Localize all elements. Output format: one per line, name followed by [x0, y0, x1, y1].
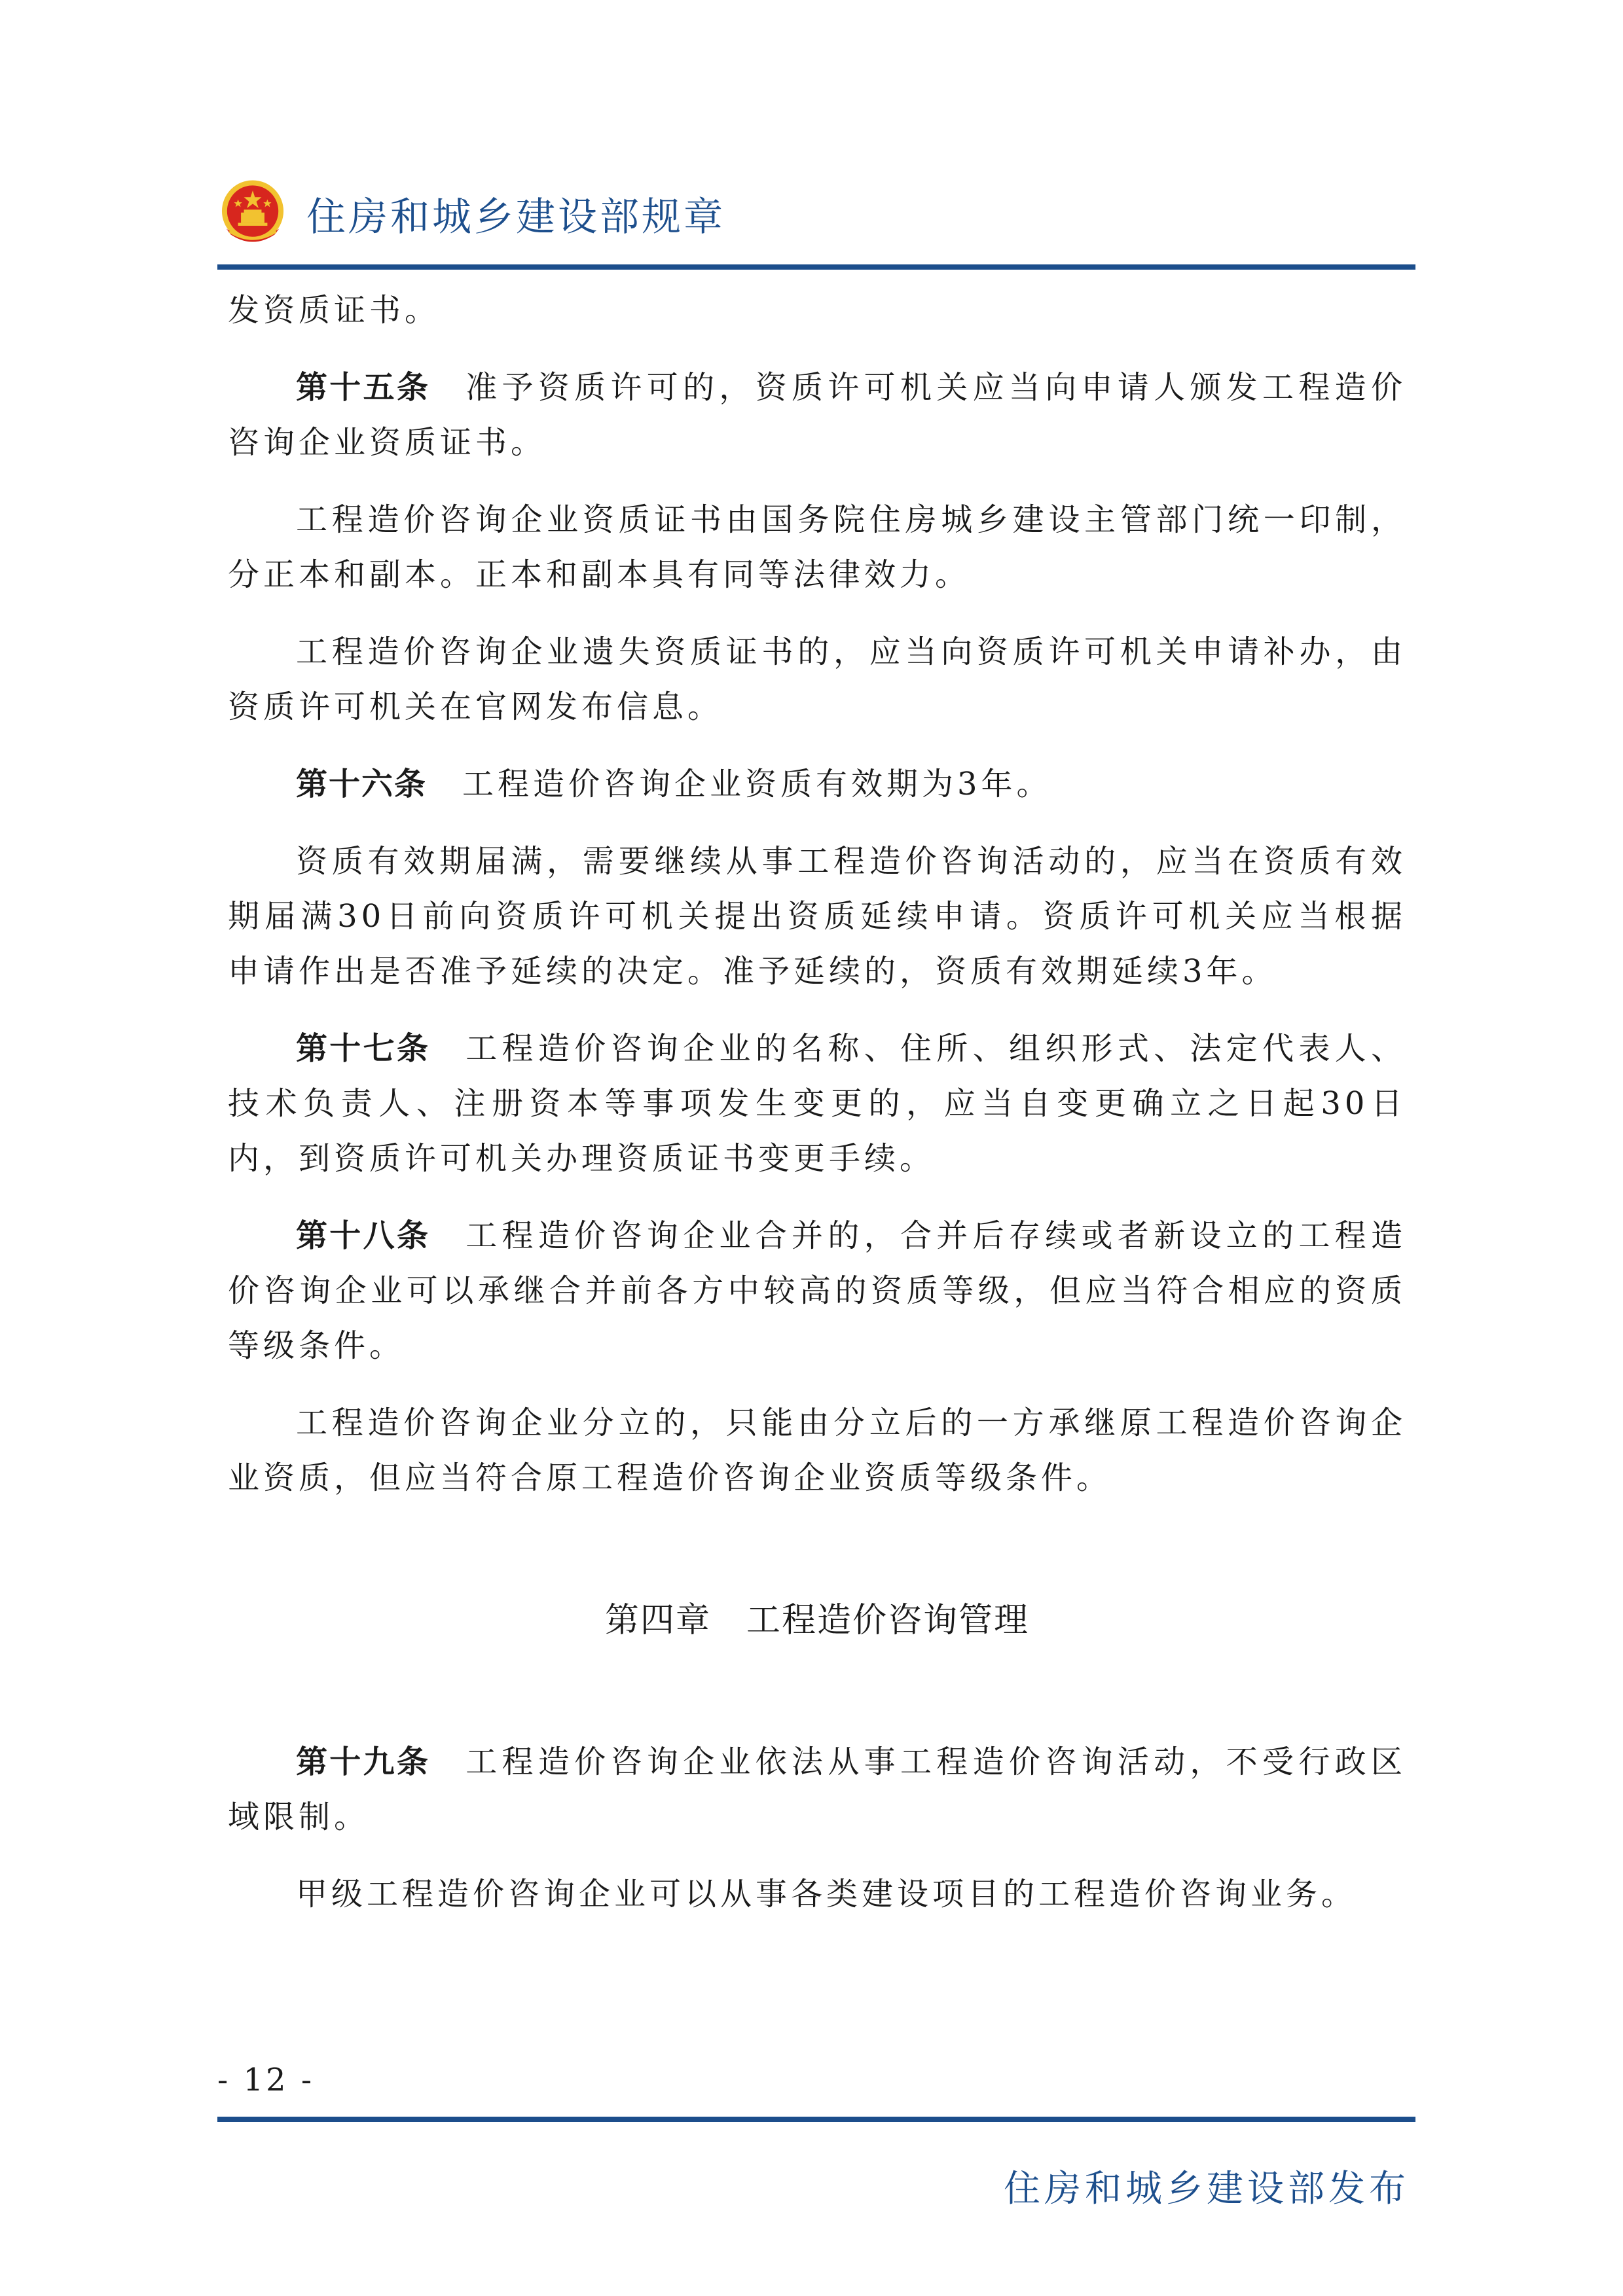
paragraph: [228, 834, 1406, 999]
header-divider: [217, 264, 1415, 270]
article-18: [228, 1208, 1406, 1373]
page-header: [216, 171, 725, 257]
paragraph: [228, 492, 1406, 602]
article-16: [228, 757, 1406, 812]
article-19: [228, 1734, 1406, 1844]
article-label: 第十八条: [296, 1217, 431, 1254]
paragraph: [228, 624, 1406, 734]
chapter-heading: [228, 1593, 1406, 1648]
header-title: 住房和城乡建设部规章: [306, 194, 725, 240]
article-text: 工程造价咨询企业依法从事工程造价咨询活动，不受行政区域限制。: [228, 1744, 1406, 1835]
document-body: [228, 283, 1406, 1944]
article-text: 工程造价咨询企业的名称、住所、组织形式、法定代表人、技术负责人、注册资本等事项发生变更的，应当自变更确立之日起30日内，到资质许可机关办理资质证书变更手续。: [228, 1030, 1406, 1177]
article-text: 工程造价咨询企业合并的，合并后存续或者新设立的工程造价咨询企业可以承继合并前各方中较高的资质等级，但应当符合相应的资质等级条件。: [228, 1217, 1406, 1364]
article-label: 第十六条: [296, 766, 428, 802]
footer-divider: [217, 2117, 1415, 2122]
paragraph: [228, 283, 1406, 338]
paragraph-text: 工程造价咨询企业分立的，只能由分立后的一方承继原工程造价咨询企业资质，但应当符合原工程造价咨询企业资质等级条件。: [228, 1405, 1406, 1496]
article-label: 第十九条: [296, 1744, 431, 1780]
article-text: 工程造价咨询企业资质有效期为3年。: [462, 766, 1052, 802]
page-number: - 12 -: [217, 2062, 315, 2098]
paragraph-text: 甲级工程造价咨询企业可以从事各类建设项目的工程造价咨询业务。: [296, 1876, 1357, 1912]
footer-publisher: 住房和城乡建设部发布: [1004, 2168, 1410, 2210]
article-17: [228, 1021, 1406, 1186]
article-label: 第十七条: [296, 1030, 431, 1067]
article-text: 准予资质许可的，资质许可机关应当向申请人颁发工程造价咨询企业资质证书。: [228, 369, 1406, 461]
chapter-number: 第四章: [604, 1601, 711, 1640]
paragraph: [228, 1867, 1406, 1922]
paragraph-text: 工程造价咨询企业遗失资质证书的，应当向资质许可机关申请补办，由资质许可机关在官网发布信息。: [228, 634, 1406, 725]
paragraph-text: 工程造价咨询企业资质证书由国务院住房城乡建设主管部门统一印制，分正本和副本。正本和副本具有同等法律效力。: [228, 501, 1406, 593]
article-15: [228, 360, 1406, 470]
paragraph: [228, 1395, 1406, 1505]
chapter-title: 工程造价咨询管理: [746, 1601, 1030, 1640]
national-emblem-icon: [216, 177, 289, 251]
paragraph-text: 资质有效期届满，需要继续从事工程造价咨询活动的，应当在资质有效期届满30日前向资质许可机关提出资质延续申请。资质许可机关应当根据申请作出是否准予延续的决定。准予延续的，资质有效期延续3年。: [228, 843, 1406, 990]
paragraph-text: 发资质证书。: [228, 292, 441, 329]
article-label: 第十五条: [296, 369, 431, 406]
